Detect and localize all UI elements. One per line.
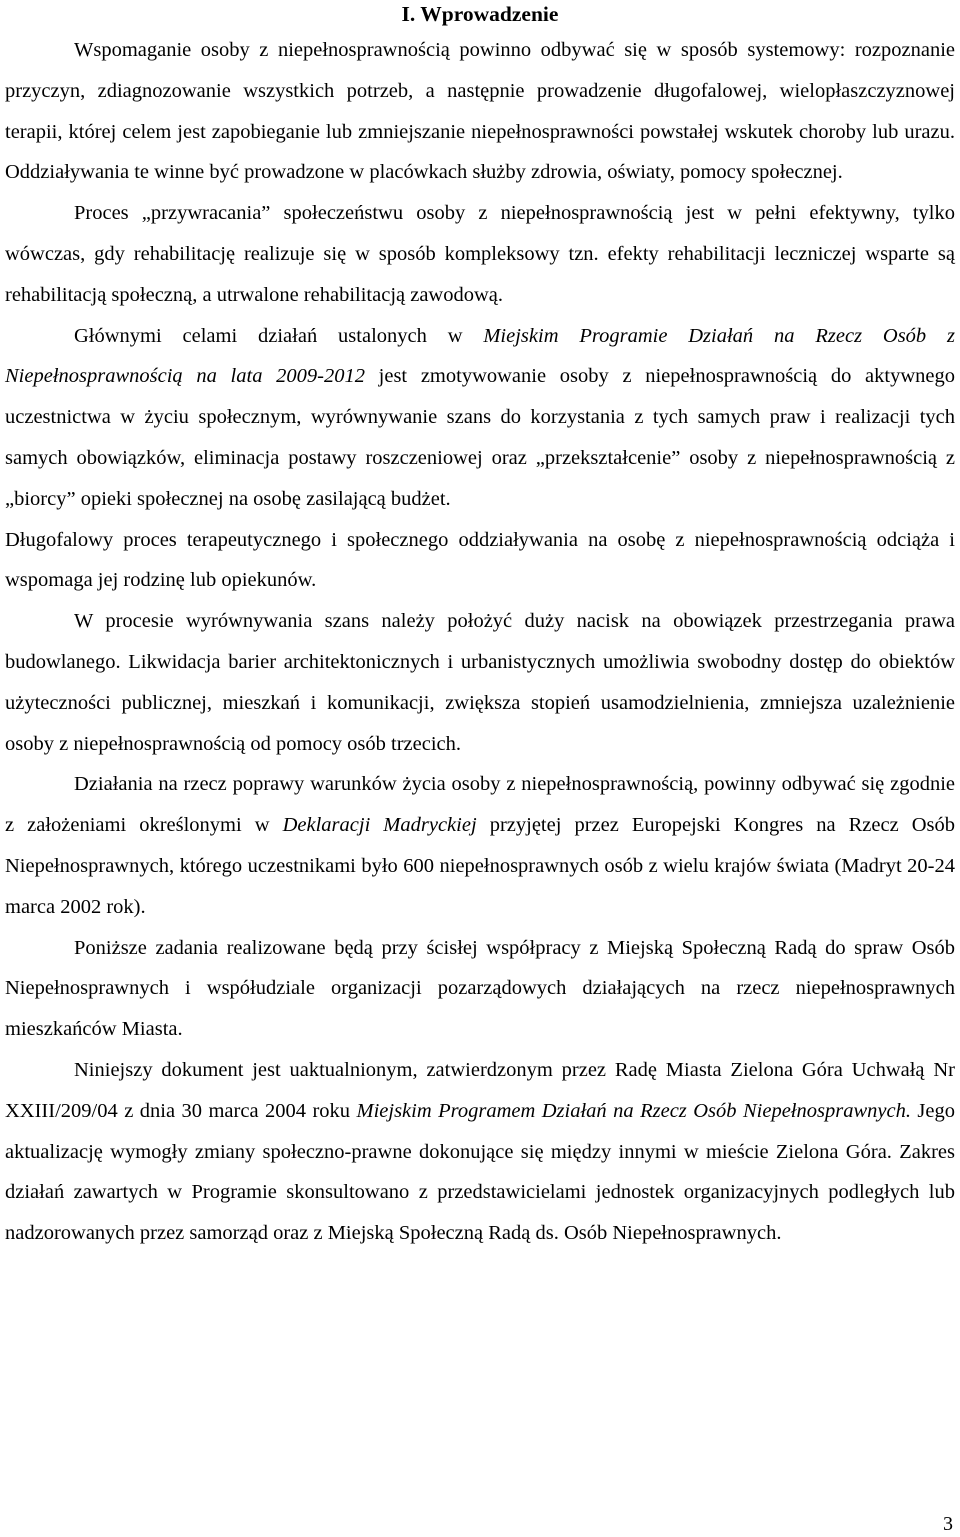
paragraph-8-text-a: Niniejszy dokument jest uaktualnionym, zatwierdzonym przez Radę Miasta Zielona Góra Uchwałą Nr XXIII/209/04 z dnia 30 marca 2004 roku — [5, 1058, 955, 1122]
declaration-title-italic: Deklaracji Madryckiej — [282, 814, 477, 837]
paragraph-4: Długofalowy proces terapeutycznego i społecznego oddziaływania na osobę z niepełnosprawnością odciąża i wspomaga jej rodzinę lub opiekunów. — [5, 528, 955, 592]
paragraph-8-text-b: Jego aktualizację wymogły zmiany społeczno-prawne dokonujące się między innymi w mieście Zielona Góra. Zakres działań zawartych w Programie skonsultowano z przedstawicielami jednostek organizacyjnych podległych lub nadzorowanych przez samorząd oraz z Miejską Społeczną Radą ds. Osób Niepełnosprawnych. — [5, 1099, 955, 1245]
paragraph-6-text-a: Działania na rzecz poprawy warunków życia osoby z niepełnosprawnością, powinny odbywać się zgodnie z założeniami określonymi w — [5, 773, 955, 837]
paragraph-8 — [5, 1050, 955, 1254]
paragraph-7: Poniższe zadania realizowane będą przy ścisłej współpracy z Miejską Społeczną Radą do spraw Osób Niepełnosprawnych i współudziale organizacji pozarządowych działających na rzecz niepełnosprawnych mieszkańców Miasta. — [5, 936, 955, 1041]
page-number: 3 — [943, 1513, 953, 1535]
program-title-italic: Miejskim Programie Działań na Rzecz Osób z Niepełnosprawnością na lata 2009-2012 — [5, 324, 955, 388]
paragraph-6-text-b: przyjętej przez Europejski Kongres na Rzecz Osób Niepełnosprawnych, którego uczestnikami było 600 niepełnosprawnych osób z wielu krajów świata (Madryt 20-24 marca 2002 rok). — [5, 814, 956, 918]
paragraph-5: W procesie wyrównywania szans należy położyć duży nacisk na obowiązek przestrzegania prawa budowlanego. Likwidacja barier architektonicznych i urbanistycznych umożliwia swobodny dostęp do obiektów użyteczności publicznej, mieszkań i komunikacji, zwiększa stopień usamodzielnienia, zmniejsza uzależnienie osoby z niepełnosprawnością od pomocy osób trzecich. — [5, 610, 955, 755]
paragraph-6 — [5, 764, 955, 927]
paragraph-3-text-b: jest zmotywowanie osoby z niepełnosprawnością do aktywnego uczestnictwa w życiu społecznym, wyrównywanie szans do korzystania z tych samych praw i realizacji tych samych obowiązków, eliminacja postawy roszczeniowej oraz „przekształcenie” osoby z niepełnosprawnością z „biorcy” opieki społecznej na osobę zasilającą budżet. — [5, 365, 955, 510]
paragraph-2: Proces „przywracania” społeczeństwu osoby z niepełnosprawnością jest w pełni efektywny, tylko wówczas, gdy rehabilitację realizuje się w sposób kompleksowy tzn. efekty rehabilitacji leczniczej wsparte są rehabilitacją społeczną, a utrwalone rehabilitacją zawodową. — [5, 202, 955, 306]
section-heading: I. Wprowadzenie — [401, 2, 559, 26]
paragraph-1: Wspomaganie osoby z niepełnosprawnością powinno odbywać się w sposób systemowy: rozpoznanie przyczyn, zdiagnozowanie wszystkich potrzeb, a następnie prowadzenie długofalowej, wielopłaszczyznowej terapii, której celem jest zapobieganie lub zmniejszanie niepełnosprawności powstałej wskutek choroby lub urazu. Oddziaływania te winne być prowadzone w placówkach służby zdrowia, oświaty, pomocy społecznej. — [5, 39, 955, 184]
paragraph-3-text-a: Głównymi celami działań ustalonych w — [74, 324, 484, 347]
program-name-italic: Miejskim Programem Działań na Rzecz Osób Niepełnosprawnych. — [356, 1099, 911, 1122]
paragraph-3 — [5, 316, 955, 520]
